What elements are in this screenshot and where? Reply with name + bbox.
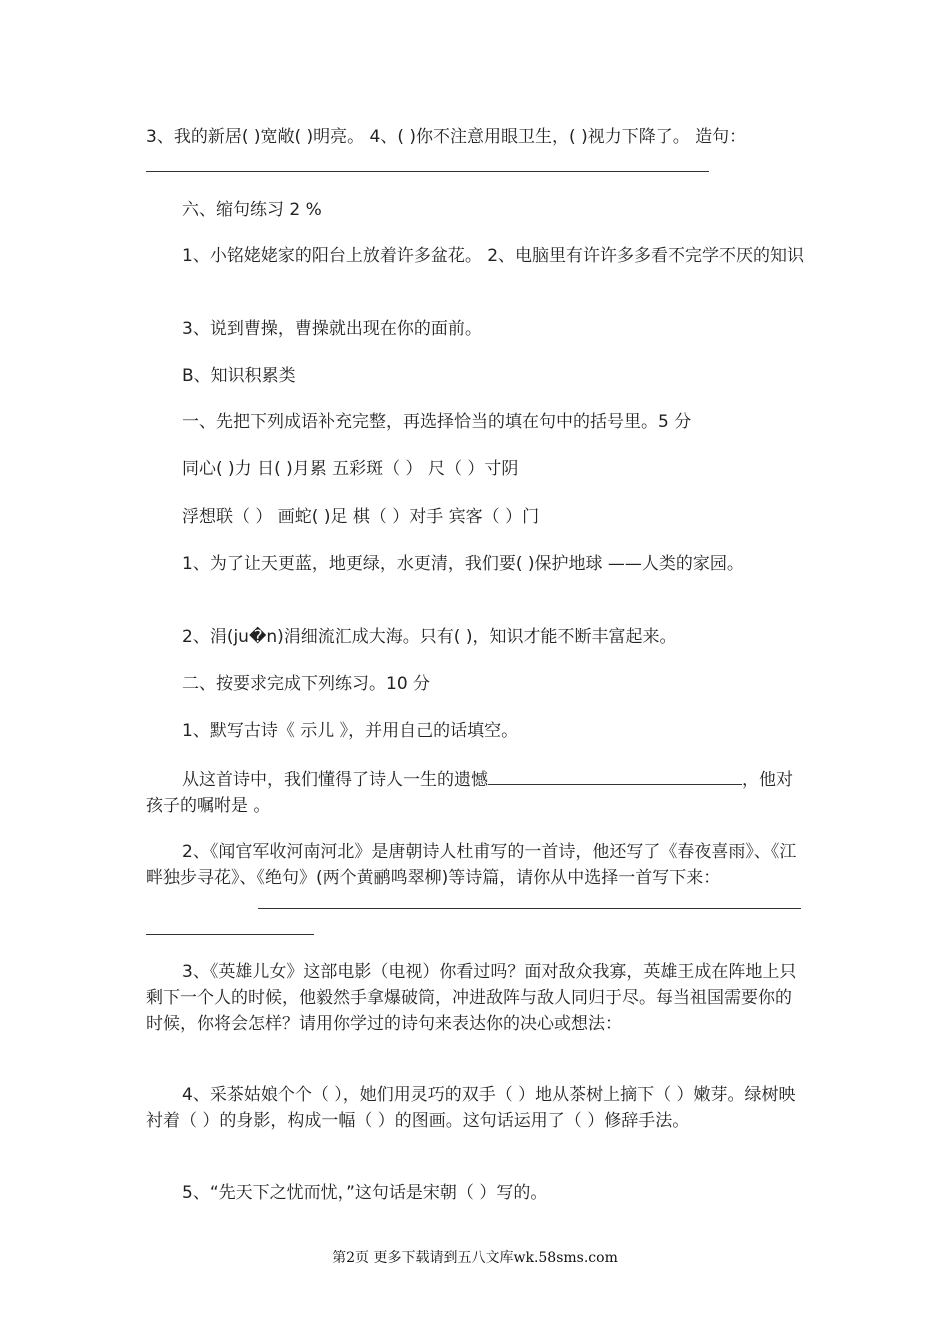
question-poem-regret <box>146 766 808 819</box>
idioms-row-2: 浮想联（ ） 画蛇( )足 棋（ ）对手 宾客（ ）门 <box>182 507 540 527</box>
section-b-title: B、知识积累类 <box>182 366 296 386</box>
question-poem-shier: 1、默写古诗《 示儿 》，并用自己的话填空。 <box>182 721 519 741</box>
poem-regret-text: 从这首诗中，我们懂得了诗人一生的遗憾 <box>182 770 488 790</box>
answer-blank-line <box>146 171 709 172</box>
question-song-dynasty: 5、“先天下之忧而忧，”这句话是宋朝（ ）写的。 <box>182 1183 548 1203</box>
question-cao-cao: 3、说到曹操，曹操就出现在你的面前。 <box>182 319 482 339</box>
section-1-title: 一、先把下列成语补充完整，再选择恰当的填在句中的括号里。5 分 <box>182 412 692 432</box>
line-3-new-home: 3、我的新居( )宽敞( )明亮。 4、( )你不注意用眼卫生，( )视力下降了。 造句： <box>146 127 747 147</box>
page-footer: 第2页 更多下载请到五八文库wk.58sms.com <box>332 1250 618 1266</box>
question-protect-earth: 1、为了让天更蓝，地更绿，水更清，我们要( )保护地球 ——人类的家园。 <box>182 554 744 574</box>
section-6-title: 六、缩句练习 2 % <box>182 200 322 220</box>
question-shorten-sentences: 1、小铭姥姥家的阳台上放着许多盆花。 2、电脑里有许许多多看不完学不厌的知识 <box>182 246 805 266</box>
idioms-row-1: 同心( )力 日( )月累 五彩斑（ ） 尺（ ）寸阴 <box>182 459 519 479</box>
answer-blank-line <box>146 934 314 935</box>
section-2-title: 二、按要求完成下列练习。10 分 <box>182 674 431 694</box>
answer-blank-line <box>488 766 742 785</box>
question-tea-pickers: 4、采茶姑娘个个（ ），她们用灵巧的双手（ ）地从茶树上摘下（ ）嫩芽。绿树映衬着（ ）的身影，构成一幅（ ）的图画。这句话运用了（ ）修辞手法。 <box>146 1085 796 1131</box>
poem-advice-text: ，他对孩子的嘱咐是 。 <box>146 770 793 816</box>
question-heroes-movie: 3、《英雄儿女》这部电影（电视）你看过吗？面对敌众我寡，英雄王成在阵地上只剩下一个人的时候，他毅然手拿爆破筒，冲进敌阵与敌人同归于尽。每当祖国需要你的时候，你将会怎样？请用你学过的诗句来表达你的决心或想法： <box>146 962 797 1034</box>
answer-blank-line <box>258 908 801 909</box>
du-fu-text: 2、《闻官军收河南河北》是唐朝诗人杜甫写的一首诗，他还写了《春夜喜雨》、《江畔独步寻花》、《绝句》(两个黄鹂鸣翠柳)等诗篇，请你从中选择一首写下来： <box>146 842 797 888</box>
question-streams-ocean: 2、涓(ju�n)涓细流汇成大海。只有( )，知识才能不断丰富起来。 <box>182 627 677 647</box>
question-du-fu-poems <box>146 839 808 891</box>
